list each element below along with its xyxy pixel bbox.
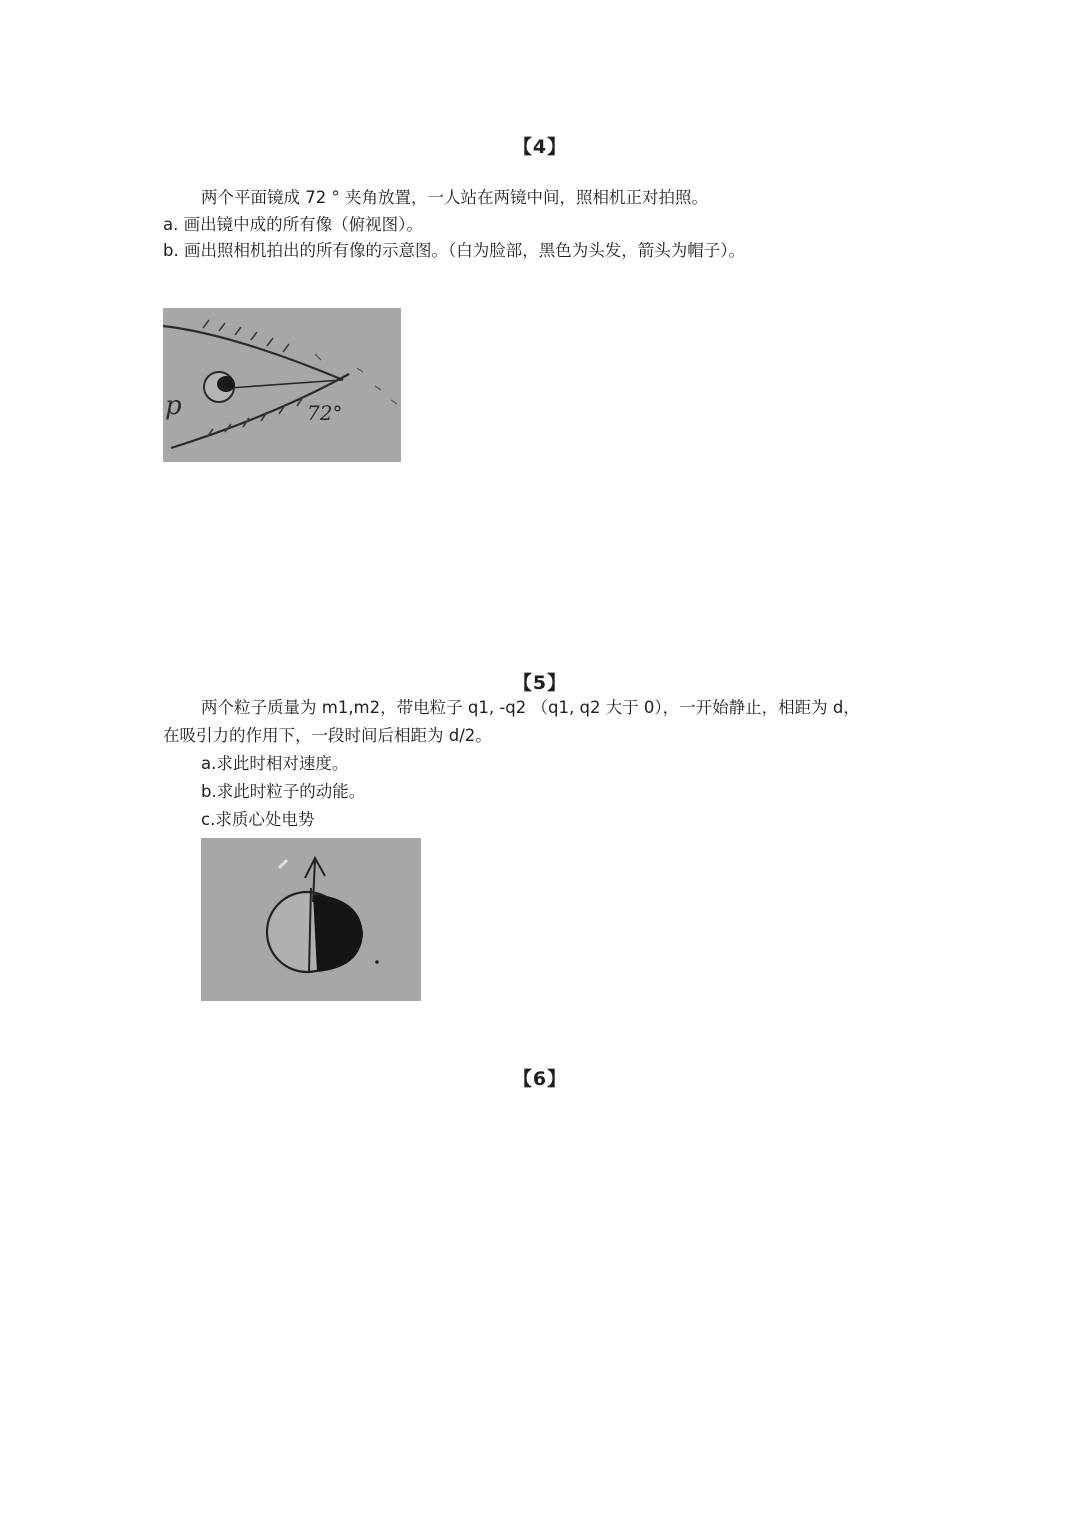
problem-4-heading: 【4】 bbox=[512, 136, 568, 158]
head-sketch-drawing bbox=[201, 838, 421, 1001]
problem-5-part-a: a.求此时相对速度。 bbox=[201, 754, 349, 773]
sketch-angle-label: 72° bbox=[307, 401, 343, 425]
mirror-sketch-photo bbox=[163, 308, 401, 462]
problem-5-statement-line-1: 两个粒子质量为 m1,m2，带电粒子 q1, -q2 （q1, q2 大于 0），一开始静止，相距为 d， bbox=[201, 698, 860, 717]
problem-5-heading: 【5】 bbox=[512, 672, 568, 694]
problem-5-part-c: c.求质心处电势 bbox=[201, 810, 315, 829]
mirror-sketch-drawing bbox=[163, 308, 401, 462]
problem-5-part-b: b.求此时粒子的动能。 bbox=[201, 782, 366, 801]
problem-6-heading: 【6】 bbox=[512, 1068, 568, 1090]
problem-4-part-a: a. 画出镜中成的所有像（俯视图）。 bbox=[163, 215, 423, 234]
sketch-point-label: p bbox=[165, 391, 182, 421]
problem-5-statement-line-2: 在吸引力的作用下，一段时间后相距为 d/2。 bbox=[163, 726, 492, 745]
problem-4-part-b: b. 画出照相机拍出的所有像的示意图。（白为脸部，黑色为头发，箭头为帽子）。 bbox=[163, 241, 745, 260]
head-sketch-photo bbox=[201, 838, 421, 1001]
problem-4-statement: 两个平面镜成 72 ° 夹角放置，一人站在两镜中间，照相机正对拍照。 bbox=[201, 188, 708, 207]
